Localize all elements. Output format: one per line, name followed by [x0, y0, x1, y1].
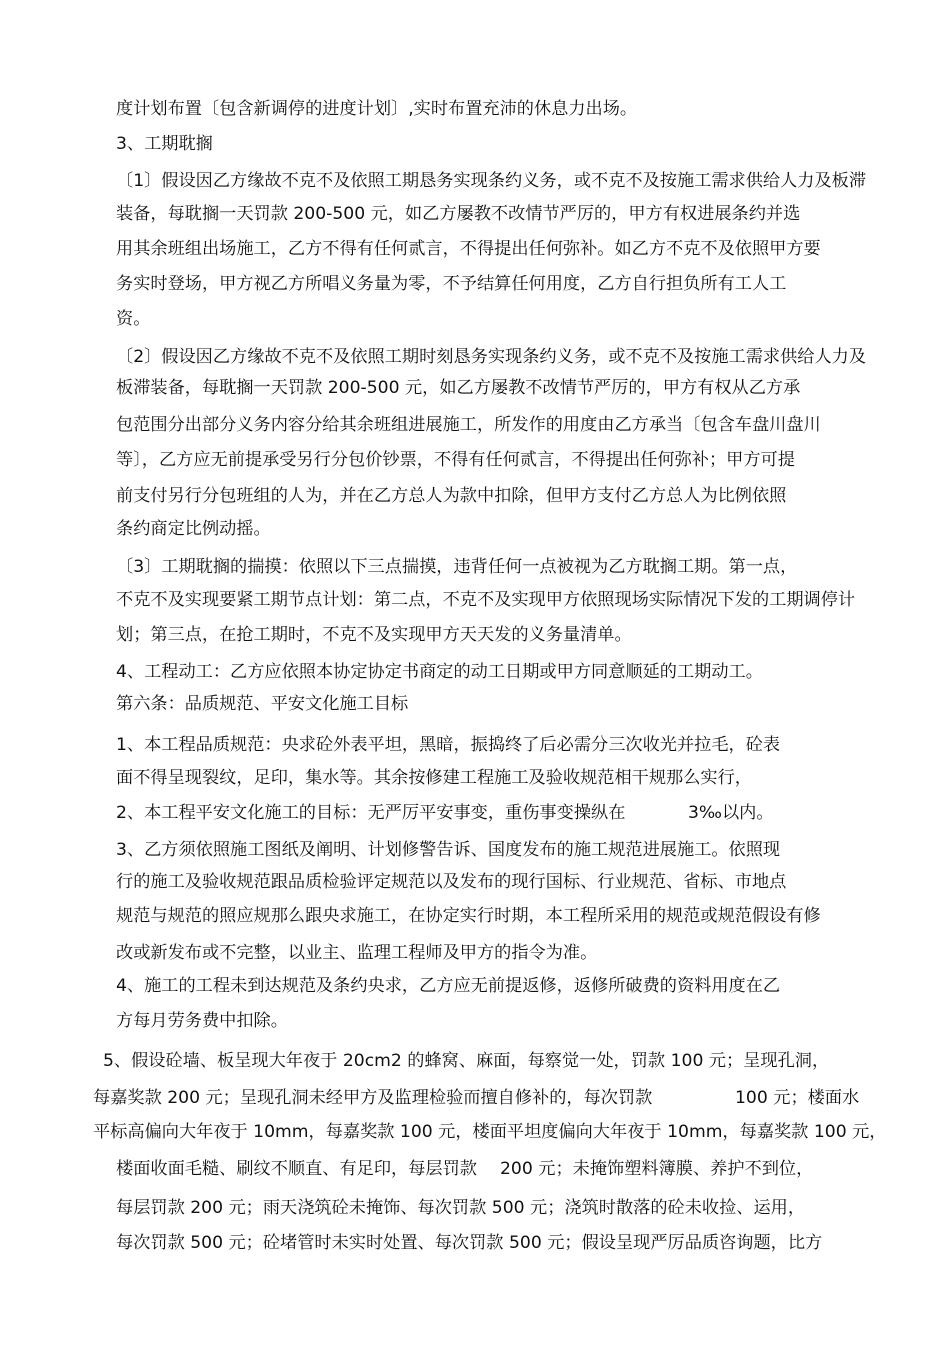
text-line: 规范与规范的照应规那么跟央求施工，在协定实行时期，本工程所采用的规范或规范假设有修: [116, 906, 821, 926]
text-line: 装备，每耽搁一天罚款 200-500 元，如乙方屡教不改情节严厉的，甲方有权进展条约并选: [116, 204, 801, 224]
text-line: 用其余班组出场施工，乙方不得有任何贰言，不得提出任何弥补。如乙方不克不及依照甲方要: [116, 239, 821, 259]
text-line: 务实时登场，甲方视乙方所唱义务量为零，不予结算任何用度，乙方自行担负所有工人工: [116, 274, 787, 294]
text-line: 200 元；未掩饰塑料簿膜、养护不到位，: [500, 1159, 814, 1179]
text-line: 〔3〕工期耽搁的揣摸：依照以下三点揣摸，违背任何一点被视为乙方耽搁工期。第一点，: [116, 557, 798, 577]
text-line: 划；第三点，在抢工期时，不克不及实现甲方天天发的义务量清单。: [116, 625, 632, 645]
text-line: 资。: [116, 309, 151, 329]
text-line: 改或新发布或不完整，以业主、监理工程师及甲方的指令为准。: [116, 943, 598, 963]
text-line: 行的施工及验收规范跟品质检验评定规范以及发布的现行国标、行业规范、省标、市地点: [116, 872, 787, 892]
text-line: 100 元；楼面水: [735, 1088, 860, 1108]
text-line: 4、工程动工：乙方应依照本协定协定书商定的动工日期或甲方同意顺延的工期动工。: [116, 662, 763, 682]
section-heading: 3、工期耽搁: [116, 134, 213, 154]
text-line: 4、施工的工程未到达规范及条约央求，乙方应无前提返修，返修所破费的资料用度在乙: [116, 976, 781, 996]
text-line: 前支付另行分包班组的人为，并在乙方总人为款中扣除，但甲方支付乙方总人为比例依照: [116, 486, 787, 506]
text-line: 条约商定比例动摇。: [116, 519, 271, 539]
text-line: 5、假设砼墙、板呈现大年夜于 20cm2 的蜂窝、麻面，每察觉一处，罚款 100 元；呈现孔洞，: [103, 1051, 830, 1071]
text-line: 2、本工程平安文化施工的目标：无严厉平安事变，重伤事变操纵在: [116, 803, 626, 823]
text-line: 不克不及实现要紧工期节点计划：第二点，不克不及实现甲方依照现场实际情况下发的工期调停计: [116, 590, 856, 610]
text-line: 板滞装备，每耽搁一天罚款 200-500 元，如乙方屡教不改情节严厉的，甲方有权从乙方承: [116, 378, 801, 398]
text-line: 〔2〕假设因乙方缘故不克不及依照工期时刻恳务实现条约义务，或不克不及按施工需求供给人力及: [116, 347, 867, 367]
text-line: 度计划布置〔包含新调停的进度计划〕,实时布置充沛的休息力出场。: [116, 99, 638, 119]
text-line: 平标高偏向大年夜于 10mm，每嘉奖款 100 元，楼面平坦度偏向大年夜于 10mm，每嘉奖款 100 元，: [93, 1122, 887, 1142]
article-heading: 第六条：品质规范、平安文化施工目标: [116, 694, 409, 714]
text-line: 包范围分出部分义务内容分给其余班组进展施工，所发作的用度由乙方承当〔包含车盘川盘川: [116, 415, 821, 435]
text-line: 〔1〕假设因乙方缘故不克不及依照工期恳务实现条约义务，或不克不及按施工需求供给人力及板滞: [116, 171, 867, 191]
text-line: 1、本工程品质规范：央求砼外表平坦，黑暗，振捣终了后必需分三次收光并拉毛，砼表: [116, 735, 781, 755]
text-line: 面不得呈现裂纹，足印，集水等。其余按修建工程施工及验收规范相干规那么实行，: [116, 768, 752, 788]
text-line: 每次罚款 500 元；砼堵管时未实时处置、每次罚款 500 元；假设呈现严厉品质咨询题，比方: [116, 1233, 823, 1253]
text-line: 3‰以内。: [688, 803, 774, 823]
text-line: 等〕，乙方应无前提承受另行分包价钞票，不得有任何贰言，不得提出任何弥补；甲方可提: [116, 450, 795, 470]
text-line: 楼面收面毛糙、刷纹不顺直、有足印，每层罚款: [116, 1159, 477, 1179]
text-line: 每层罚款 200 元；雨天浇筑砼未掩饰、每次罚款 500 元；浇筑时散落的砼未收捡、运用，: [116, 1198, 806, 1218]
text-line: 3、乙方须依照施工图纸及阐明、计划修警告诉、国度发布的施工规范进展施工。依照现: [116, 840, 781, 860]
text-line: 方每月劳务费中扣除。: [116, 1011, 288, 1031]
text-line: 每嘉奖款 200 元；呈现孔洞未经甲方及监理检验而擅自修补的，每次罚款: [93, 1088, 653, 1108]
